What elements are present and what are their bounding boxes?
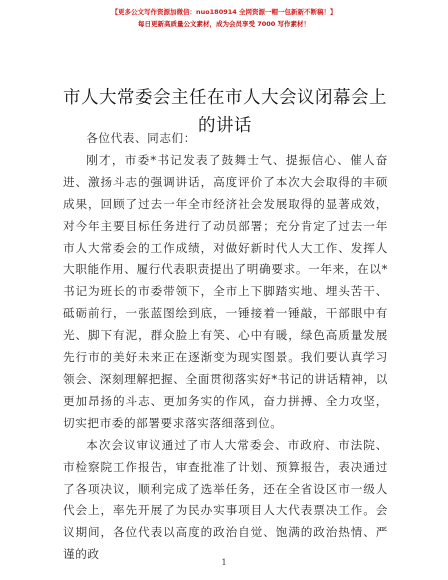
promo-banner <box>0 6 448 30</box>
document-body <box>63 128 388 566</box>
paragraph-1: 刚才，市委*书记发表了鼓舞士气、提振信心、催人奋进、激扬斗志的强调讲话，高度评价了本次大会取得的丰硕成果，回顾了过去一年全市经济社会发展取得的显著成效，对今年主要目标任务进行了动员部署；充分肯定了过去一年市人大常委会的工作成绩，对做好新时代人大工作、发挥人大职能作用、履行代表职责提出了明确要求。一年来，在以*书记为班长的市委带领下，全市上下脚踏实地、埋头苦干、砥砺前行，一张蓝图绘到底，一锤接着一锤敲，干部眼中有光、脚下有泥，群众脸上有笑、心中有暖，绿色高质量发展先行市的美好未来正在逐渐变为现实图景。我们要认真学习领会、深刻理解把握、全面贯彻落实好*书记的讲话精神，以更加昂扬的斗志、更加务实的作风，奋力拼搏、全力攻坚，切实把市委的部署要求落实落细落到位。 <box>63 152 388 430</box>
document-title: 市人大常委会主任在市人大会议闭幕会上的讲话 <box>63 88 387 136</box>
paragraph-2: 本次会议审议通过了市人大常委会、市政府、市法院、市检察院工作报告，审查批准了计划、预算报告，表决通过了各项决议，顺利完成了选举任务，还在全省设区市一级人代会上，率先开展了为民办实事项目人大代表票决工作。会议期间，各位代表以高度的政治自觉、饱满的政治热情、严谨的政 <box>63 437 388 562</box>
salutation: 各位代表、同志们： <box>86 131 196 145</box>
page-number: 1 <box>221 558 227 567</box>
promo-line-1: 【更多公文写作资源加微信：nuo180914 全网资源一帽一包新新不断稿！】 <box>111 8 337 16</box>
promo-line-2: 每日更新高质量公文素材，成为会员享受 7000 写作素材！ <box>137 20 311 28</box>
